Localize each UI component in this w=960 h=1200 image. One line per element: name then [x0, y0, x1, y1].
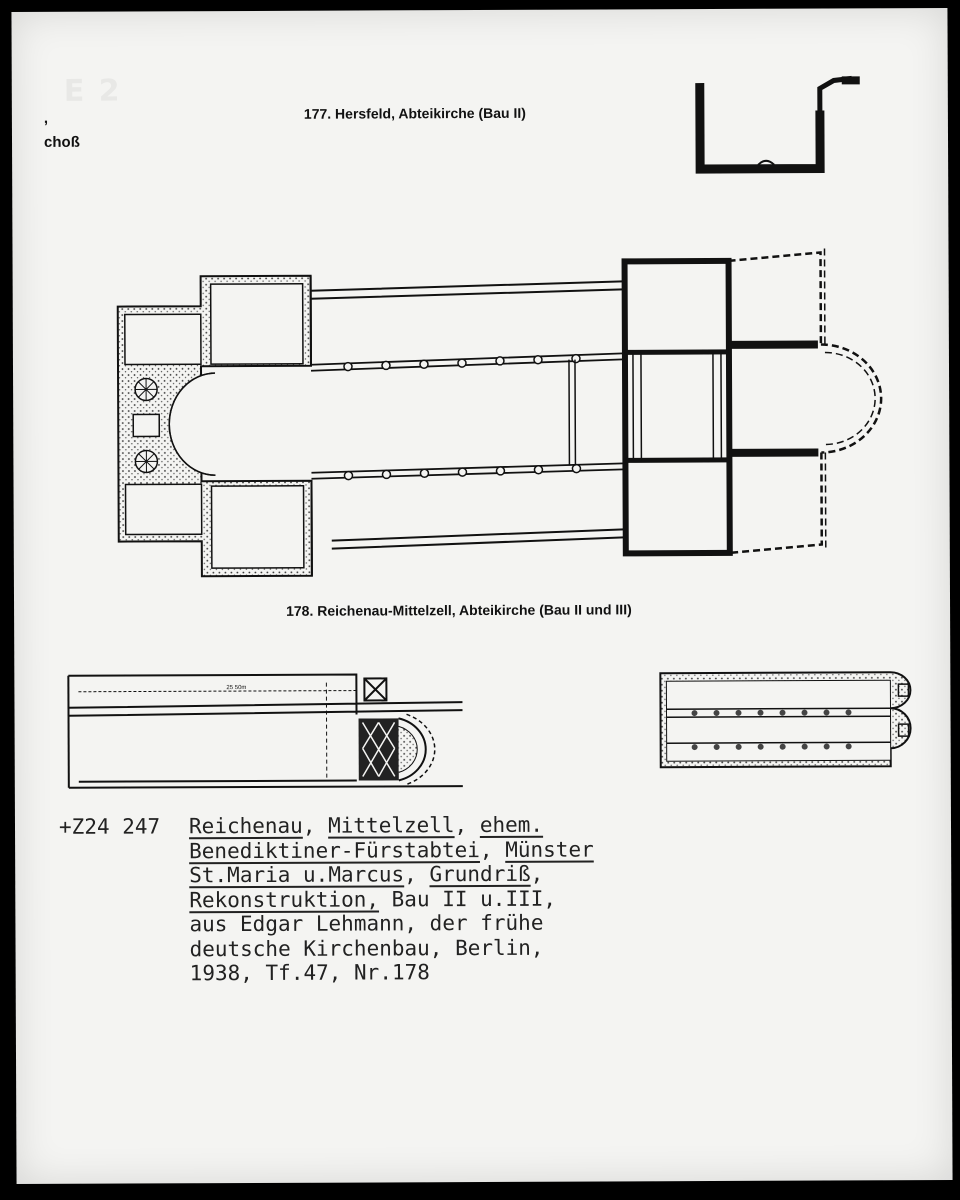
figure-178-caption: 178. Reichenau-Mittelzell, Abteikirche (Bau II und III) [286, 601, 632, 619]
catalog-note-segment: 1938, Tf.47, Nr.178 [189, 960, 430, 986]
archive-stamp: E 2 [63, 73, 122, 109]
lower-left-plan-fragment [66, 662, 467, 794]
hersfeld-plan-fragment [692, 70, 883, 186]
catalog-number: +Z24 247 [58, 814, 161, 839]
figure-177-caption: 177. Hersfeld, Abteikirche (Bau II) [303, 104, 526, 122]
catalog-note-line [189, 862, 594, 888]
catalog-note-line [189, 935, 594, 961]
catalog-note-segment: Grundriß [429, 861, 531, 887]
catalog-note-segment: Bau II u.III, [378, 886, 557, 911]
catalog-note [59, 813, 594, 987]
catalog-note-segment: Rekonstruktion, [189, 886, 380, 912]
cropped-text-fragment-1: , [43, 109, 49, 127]
catalog-note-segment: Benediktiner-Fürstabtei [189, 837, 480, 863]
catalog-note-segment: St.Maria u.Marcus [189, 862, 405, 888]
catalog-note-segment: , [530, 861, 544, 886]
catalog-note-segment: Reichenau [188, 813, 303, 839]
catalog-note-segment: , [454, 813, 480, 838]
catalog-description [189, 813, 594, 986]
catalog-note-segment: , [479, 837, 506, 862]
catalog-note-segment: aus Edgar Lehmann, der frühe [189, 910, 544, 937]
scale-label: 25 50m [226, 685, 247, 692]
catalog-note-line [189, 911, 594, 937]
catalog-note-segment: ehem. [479, 812, 544, 838]
catalog-note-segment: , [404, 862, 430, 887]
lower-right-plan-fragment [654, 658, 925, 779]
catalog-note-segment: , [302, 813, 329, 838]
catalog-note-line [189, 886, 594, 912]
cropped-text-fragment-2: choß [43, 133, 80, 151]
catalog-note-line [190, 960, 595, 986]
catalog-note-line [189, 813, 594, 839]
archive-photo-card [11, 8, 952, 1184]
catalog-note-segment: deutsche Kirchenbau, Berlin, [189, 935, 544, 961]
catalog-note-segment: Mittelzell [328, 813, 455, 838]
reichenau-mittelzell-floor-plan [102, 238, 894, 591]
catalog-note-segment: Münster [505, 837, 594, 862]
catalog-note-line [189, 837, 594, 863]
